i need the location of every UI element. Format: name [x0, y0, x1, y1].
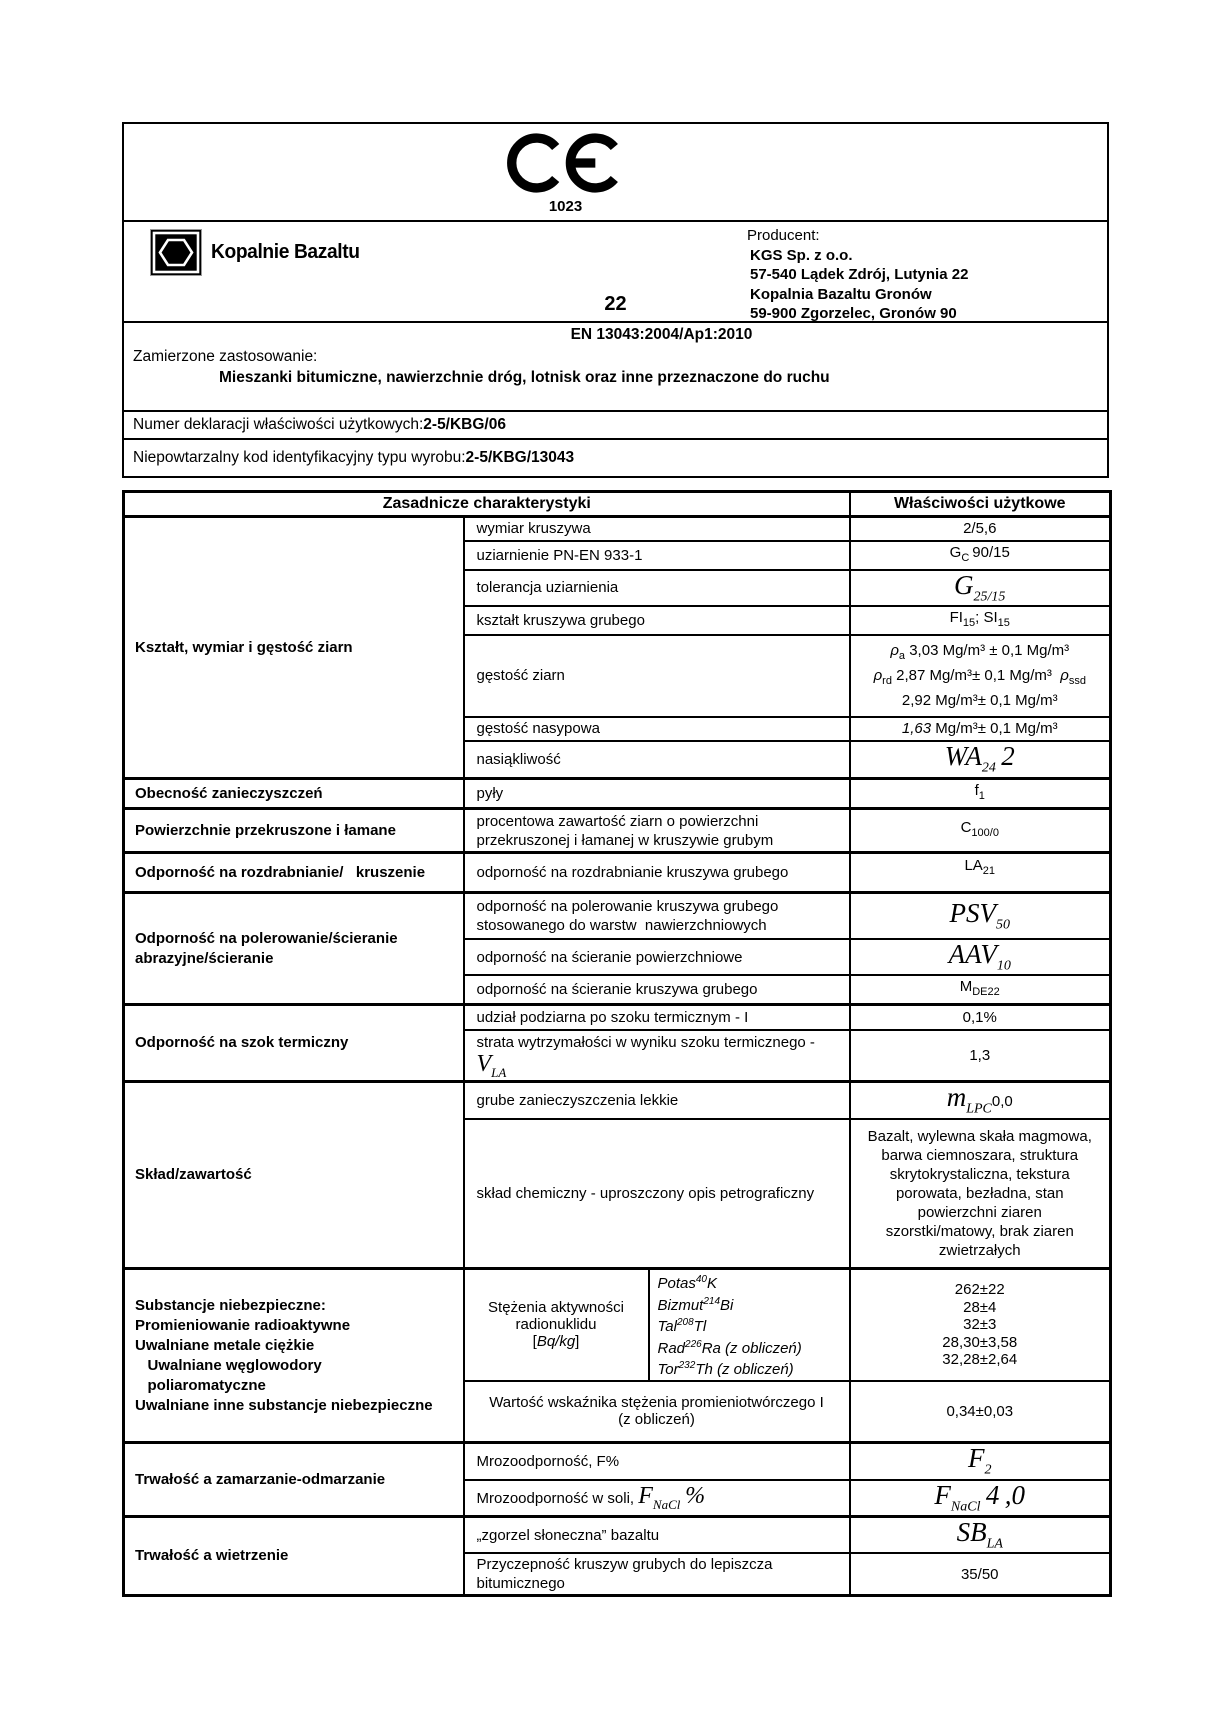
standard-reference: EN 13043:2004/Ap1:2010 [570, 326, 753, 343]
characteristic-cell: Wartość wskaźnika stężenia promieniotwórczego I (z obliczeń) [464, 1381, 850, 1443]
characteristic-cell: odporność na ścieranie powierzchniowe [464, 939, 850, 975]
product-code-value: 2-5/KBG/13043 [465, 449, 575, 466]
table-row [124, 517, 1111, 541]
characteristic-cell: udział podziarna po szoku termicznym - I [464, 1005, 850, 1030]
category-cell: Kształt, wymiar i gęstość ziarn [124, 517, 464, 779]
table-row [124, 1443, 1111, 1480]
notified-body-number: 1023 [548, 198, 583, 215]
characteristic-cell: odporność na ścieranie kruszywa grubego [464, 975, 850, 1005]
value-cell: $PSV_{50}$ [850, 893, 1111, 939]
ce-mark-icon [507, 131, 625, 195]
value-cell: 35/50 [850, 1553, 1111, 1596]
characteristic-cell: nasiąkliwość [464, 741, 850, 779]
value-cell: Bazalt, wylewna skała magmowa, barwa ciemnoszara, struktura skrytokrystaliczna, tekstura porowata, bezładna, stan powierzchni ziaren szorstki/matowy, brak ziaren zwietrzałych [850, 1119, 1111, 1269]
category-cell: Trwałość a zamarzanie-odmarzanie [124, 1443, 464, 1517]
characteristic-cell: gęstość nasypowa [464, 717, 850, 741]
value-cell: $M_{DE22}$ [850, 975, 1111, 1005]
value-cell: $G_C$ 90/15 [850, 541, 1111, 570]
producer-line: KGS Sp. z o.o. [750, 246, 853, 264]
value-cell: $WA_{24}$ 2 [850, 741, 1111, 779]
value-cell: $\rho_a$ 3,03 Mg/m³ ± 0,1 Mg/m³ $\rho_{rd}$ 2,87 Mg/m³± 0,1 Mg/m³ $\rho_{ssd}$ 2,92 Mg/m³± 0,1 Mg/m³ [850, 635, 1111, 717]
value-cell: $LA_{21}$ [850, 853, 1111, 893]
value-cell: $G_{25/15}$ [850, 570, 1111, 606]
category-cell: Substancje niebezpieczne: Promieniowanie radioaktywne Uwalniane metale ciężkie Uwalniane węglowodory poliaromatyczne Uwalniane inne substancje niebezpieczne [124, 1269, 464, 1443]
header-performance: Właściwości użytkowe [850, 492, 1111, 517]
characteristic-cell: odporność na rozdrabnianie kruszywa grubego [464, 853, 850, 893]
value-cell: 2/5,6 [850, 517, 1111, 541]
product-code-label: Niepowtarzalny kod identyfikacyjny typu wyrobu: [133, 449, 466, 466]
characteristic-cell: uziarnienie PN-EN 933-1 [464, 541, 850, 570]
radionuclide-names-cell: Potas$^{40}$K Bizmut$^{214}$Bi Tal$^{208}$Tl Rad$^{226}$Ra (z obliczeń) Tor$^{232}$Th (z obliczeń) [649, 1269, 850, 1381]
value-cell: $SB_{LA}$ [850, 1517, 1111, 1554]
value-cell: $F_2$ [850, 1443, 1111, 1480]
category-cell: Skład/zawartość [124, 1082, 464, 1269]
characteristics-table [122, 490, 1112, 1597]
table-row [124, 853, 1111, 893]
value-cell: $m_{LPC}0,0$ [850, 1082, 1111, 1119]
category-cell: Odporność na szok termiczny [124, 1005, 464, 1082]
value-cell: $F_{NaCl}$ 4 ,0 [850, 1480, 1111, 1517]
standard-section [124, 323, 1107, 412]
value-cell: 0,1% [850, 1005, 1111, 1030]
value-cell: $FI_{15}$; $SI_{15}$ [850, 606, 1111, 635]
table-row [124, 893, 1111, 939]
characteristic-cell: Mrozoodporność, F% [464, 1443, 850, 1480]
value-cell: $f_1$ [850, 779, 1111, 809]
table-row [124, 1082, 1111, 1119]
category-cell: Trwałość a wietrzenie [124, 1517, 464, 1596]
table-row [124, 1005, 1111, 1030]
radionuclide-values-cell: 262±22 28±4 32±3 28,30±3,58 32,28±2,64 [850, 1269, 1111, 1381]
characteristic-cell: procentowa zawartość ziarn o powierzchni przekruszonej i łamanej w kruszywie grubym [464, 809, 850, 853]
producer-label: Producent: [747, 227, 820, 244]
product-code-row [124, 440, 1107, 476]
logo-text: Kopalnie Bazaltu [211, 241, 360, 263]
producer-line: 59-900 Zgorzelec, Gronów 90 [750, 305, 957, 322]
producer-line: 57-540 Lądek Zdrój, Lutynia 22 [750, 266, 969, 283]
characteristic-cell: tolerancja uziarnienia [464, 570, 850, 606]
value-cell: 1,63 Mg/m³± 0,1 Mg/m³ [850, 717, 1111, 741]
producer-block [747, 226, 968, 324]
table-row [124, 1517, 1111, 1554]
category-cell: Odporność na rozdrabnianie/ kruszenie [124, 853, 464, 893]
company-logo [150, 229, 366, 276]
intended-use-text: Mieszanki bitumiczne, nawierzchnie dróg, lotnisk oraz inne przeznaczone do ruchu [219, 369, 830, 386]
characteristic-cell: wymiar kruszywa [464, 517, 850, 541]
header-characteristics: Zasadnicze charakterystyki [124, 492, 850, 517]
radionuclide-header-cell: Stężenia aktywności radionuklidu [Bq/kg] [464, 1269, 649, 1381]
declaration-number-value: 2-5/KBG/06 [423, 416, 506, 433]
characteristic-cell: skład chemiczny - uproszczony opis petrograficzny [464, 1119, 850, 1269]
characteristic-cell: Przyczepność kruszyw grubych do lepiszcza bitumicznego [464, 1553, 850, 1596]
ce-block [124, 124, 1107, 220]
document-header-box [122, 122, 1109, 478]
characteristic-cell: Mrozoodporność w soli, $F_{NaCl}$ % [464, 1480, 850, 1517]
intended-use-label: Zamierzone zastosowanie: [133, 348, 318, 365]
value-cell: $AAV_{10}$ [850, 939, 1111, 975]
logo-hexagon-icon [150, 229, 202, 276]
value-cell: 0,34±0,03 [850, 1381, 1111, 1443]
table-row [124, 1269, 1111, 1381]
declaration-number-label: Numer deklaracji właściwości użytkowych: [133, 416, 424, 433]
year-mark: 22 [604, 293, 627, 315]
category-cell: Odporność na polerowanie/ścieranie abrazyjne/ścieranie [124, 893, 464, 1005]
category-cell: Obecność zanieczyszczeń [124, 779, 464, 809]
category-cell: Powierzchnie przekruszone i łamane [124, 809, 464, 853]
characteristic-cell: gęstość ziarn [464, 635, 850, 717]
characteristic-cell: odporność na polerowanie kruszywa grubego stosowanego do warstw nawierzchniowych [464, 893, 850, 939]
producer-line: Kopalnia Bazaltu Gronów [750, 285, 932, 303]
producer-section [124, 222, 1107, 323]
characteristic-cell: strata wytrzymałości w wyniku szoku termicznego - $V_{LA}$ [464, 1030, 850, 1082]
characteristic-cell: „zgorzel słoneczna” bazaltu [464, 1517, 850, 1554]
characteristic-cell: pyły [464, 779, 850, 809]
characteristic-cell: kształt kruszywa grubego [464, 606, 850, 635]
declaration-number-row [124, 412, 1107, 440]
table-row [124, 809, 1111, 853]
table-row [124, 779, 1111, 809]
value-cell: $C_{100/0}$ [850, 809, 1111, 853]
table-header-row [124, 492, 1111, 517]
characteristic-cell: grube zanieczyszczenia lekkie [464, 1082, 850, 1119]
ce-section [124, 124, 1107, 222]
value-cell: 1,3 [850, 1030, 1111, 1082]
